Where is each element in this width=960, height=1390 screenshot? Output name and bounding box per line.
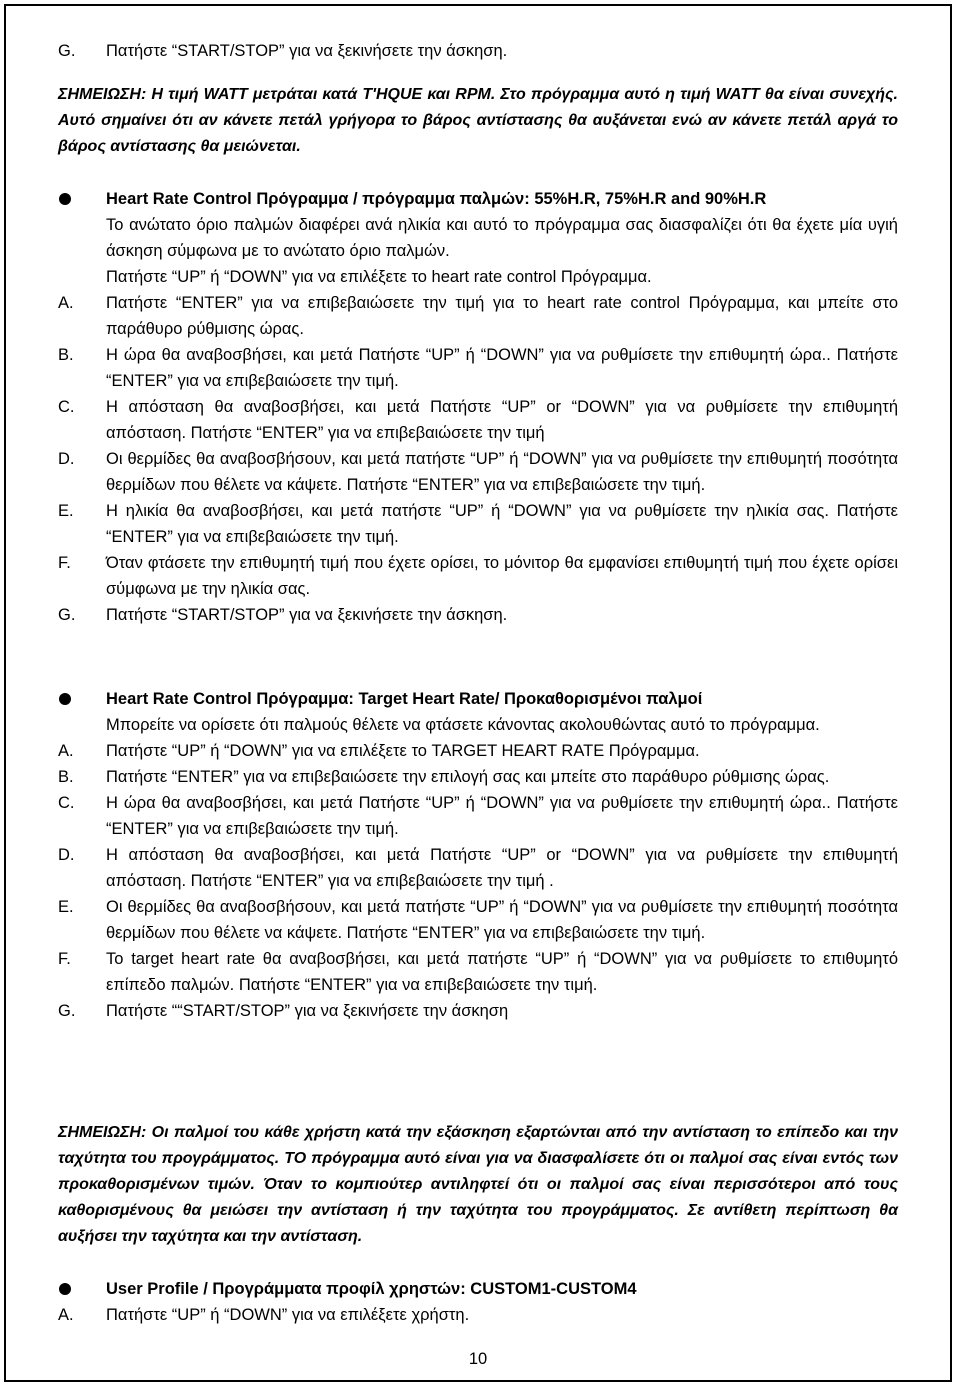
step-label: G. [58,606,76,624]
step-label: A. [58,294,74,312]
section-heading [58,1276,898,1302]
page-number: 10 [468,1350,488,1368]
step-text: Η ηλικία θα αναβοσβήσει, και μετά πατήστε “UP” ή “DOWN” για να ρυθμίσετε την ηλικία σας. Πατήστε “ENTER” για να επιβεβαιώσετε την τιμή. [106,502,898,546]
step-label: D. [58,450,75,468]
section-intro-2: Πατήστε “UP” ή “DOWN” για να επιλέξετε το heart rate control Πρόγραμμα. [106,268,652,286]
note-heart-rate [58,1120,898,1250]
section-intro: Μπορείτε να ορίσετε ότι παλμούς θέλετε να φτάσετε κάνοντας ακολουθώντας αυτό το πρόγραμμα. [106,716,820,734]
step-label: G. [58,42,76,60]
section-heading [58,686,898,712]
section-target-heart-rate [58,686,898,1024]
step-label: B. [58,346,74,364]
step-text: Η απόσταση θα αναβοσβήσει, και μετά Πατήστε “UP” or “DOWN” για να ρυθμίσετε την επιθυμητή απόσταση. Πατήστε “ENTER” για να επιβεβαιώσετε την τιμή . [106,846,898,890]
section-heading [58,186,898,212]
step-text: Η ώρα θα αναβοσβήσει, και μετά Πατήστε “UP” ή “DOWN” για να ρυθμίσετε την επιθυμητή ώρα.. Πατήστε “ENTER” για να επιβεβαιώσετε την τιμή. [106,346,898,390]
top-step [58,38,898,64]
section-intro: Το ανώτατο όριο παλμών διαφέρει ανά ηλικία και αυτό το πρόγραμμα σας διασφαλίζει ότι θα έχετε μία υγιή άσκηση σύμφωνα με το ανώτατο όριο παλμών. [106,216,898,260]
step-label: F. [58,554,71,572]
section-heart-rate-control [58,186,898,628]
step-label: G. [58,1002,76,1020]
step-label: A. [58,1306,74,1324]
step-text: Πατήστε “ENTER” για να επιβεβαιώσετε την τιμή για το heart rate control Πρόγραμμα, και μπείτε στο παράθυρο ρύθμισης ώρας. [106,294,898,338]
note-watt [58,82,898,160]
section-heading-text: Heart Rate Control Πρόγραμμα: Target Heart Rate/ Προκαθορισμένοι παλμοί [106,690,703,708]
step-text: Οι θερμίδες θα αναβοσβήσουν, και μετά πατήστε “UP” ή “DOWN” για να ρυθμίσετε την επιθυμητή ποσότητα θερμίδων που θέλετε να κάψετε. Πατήστε “ENTER” για να επιβεβαιώσετε την τιμή. [106,898,898,942]
section-heading-text: User Profile / Προγράμματα προφίλ χρηστών: CUSTOM1-CUSTOM4 [106,1280,637,1298]
note-text: ΣΗΜΕΙΩΣΗ: Η τιμή WATT μετράται κατά T'HQUE και RPM. Στο πρόγραμμα αυτό η τιμή WATT θα είναι συνεχής. Αυτό σημαίνει ότι αν κάνετε πετάλ γρήγορα το βάρος αντίστασης θα αυξάνεται ενώ αν κάνετε πετάλ αργά το βάρος αντίστασης θα μειώνεται. [58,86,898,155]
step-label: C. [58,794,75,812]
manual-page [4,4,952,1382]
step-text: Πατήστε ““START/STOP” για να ξεκινήσετε την άσκηση [106,1002,509,1020]
step-text: Το target heart rate θα αναβοσβήσει, και μετά πατήστε “UP” ή “DOWN” για να ρυθμίσετε το επιθυμητό επίπεδο παλμών. Πατήστε “ENTER” για να επιβεβαιώσετε την τιμή. [106,950,898,994]
step-text: Πατήστε “UP” ή “DOWN” για να επιλέξετε χρήστη. [106,1306,470,1324]
section-user-profile [58,1276,898,1328]
bullet-icon [58,186,106,212]
step-text: Οι θερμίδες θα αναβοσβήσουν, και μετά πατήστε “UP” ή “DOWN” για να ρυθμίσετε την επιθυμητή ποσότητα θερμίδων που θέλετε να κάψετε. Πατήστε “ENTER” για να επιβεβαιώσετε την τιμή. [106,450,898,494]
step-text: Πατήστε “START/STOP” για να ξεκινήσετε την άσκηση. [106,606,508,624]
step-label: A. [58,742,74,760]
step-label: F. [58,950,71,968]
step-text: Όταν φτάσετε την επιθυμητή τιμή που έχετε ορίσει, το μόνιτορ θα εμφανίσει επιθυμητή τιμή που έχετε ορίσει σύμφωνα με την ηλικία σας. [106,554,898,598]
step-text: Πατήστε “ENTER” για να επιβεβαιώσετε την επιλογή σας και μπείτε στο παράθυρο ρύθμισης ώρας. [106,768,830,786]
step-label: B. [58,768,74,786]
step-text: Πατήστε “START/STOP” για να ξεκινήσετε την άσκηση. [106,42,508,60]
step-label: D. [58,846,75,864]
step-label: E. [58,898,74,916]
note-text: ΣΗΜΕΙΩΣΗ: Οι παλμοί του κάθε χρήστη κατά την εξάσκηση εξαρτώνται από την αντίσταση το επίπεδο και την ταχύτητα του προγράμματος. ΤΟ πρόγραμμα αυτό είναι για να διασφαλίσετε ότι οι παλμοί σας είναι εντός των προκαθορισμένων τιμών. Όταν το κομπιούτερ αντιληφτεί ότι οι παλμοί σας είναι περισσότεροι από τους καθορισμένους θα μειώσει την αντίσταση ή την ταχύτητα του προγράμματος. Σε αντίθετη περίπτωση θα αυξήσει την ταχύτητα και την αντίσταση. [58,1124,898,1245]
step-text: Πατήστε “UP” ή “DOWN” για να επιλέξετε το TARGET HEART RATE Πρόγραμμα. [106,742,700,760]
step-text: Η απόσταση θα αναβοσβήσει, και μετά Πατήστε “UP” or “DOWN” για να ρυθμίσετε την επιθυμητή απόσταση. Πατήστε “ENTER” για να επιβεβαιώσετε την τιμή [106,398,898,442]
bullet-icon [58,686,106,712]
step-label: C. [58,398,75,416]
step-text: Η ώρα θα αναβοσβήσει, και μετά Πατήστε “UP” ή “DOWN” για να ρυθμίσετε την επιθυμητή ώρα.. Πατήστε “ENTER” για να επιβεβαιώσετε την τιμή. [106,794,898,838]
bullet-icon [58,1276,106,1302]
section-heading-text: Heart Rate Control Πρόγραμμα / πρόγραμμα παλμών: 55%H.R, 75%H.R and 90%H.R [106,190,767,208]
step-label: E. [58,502,74,520]
